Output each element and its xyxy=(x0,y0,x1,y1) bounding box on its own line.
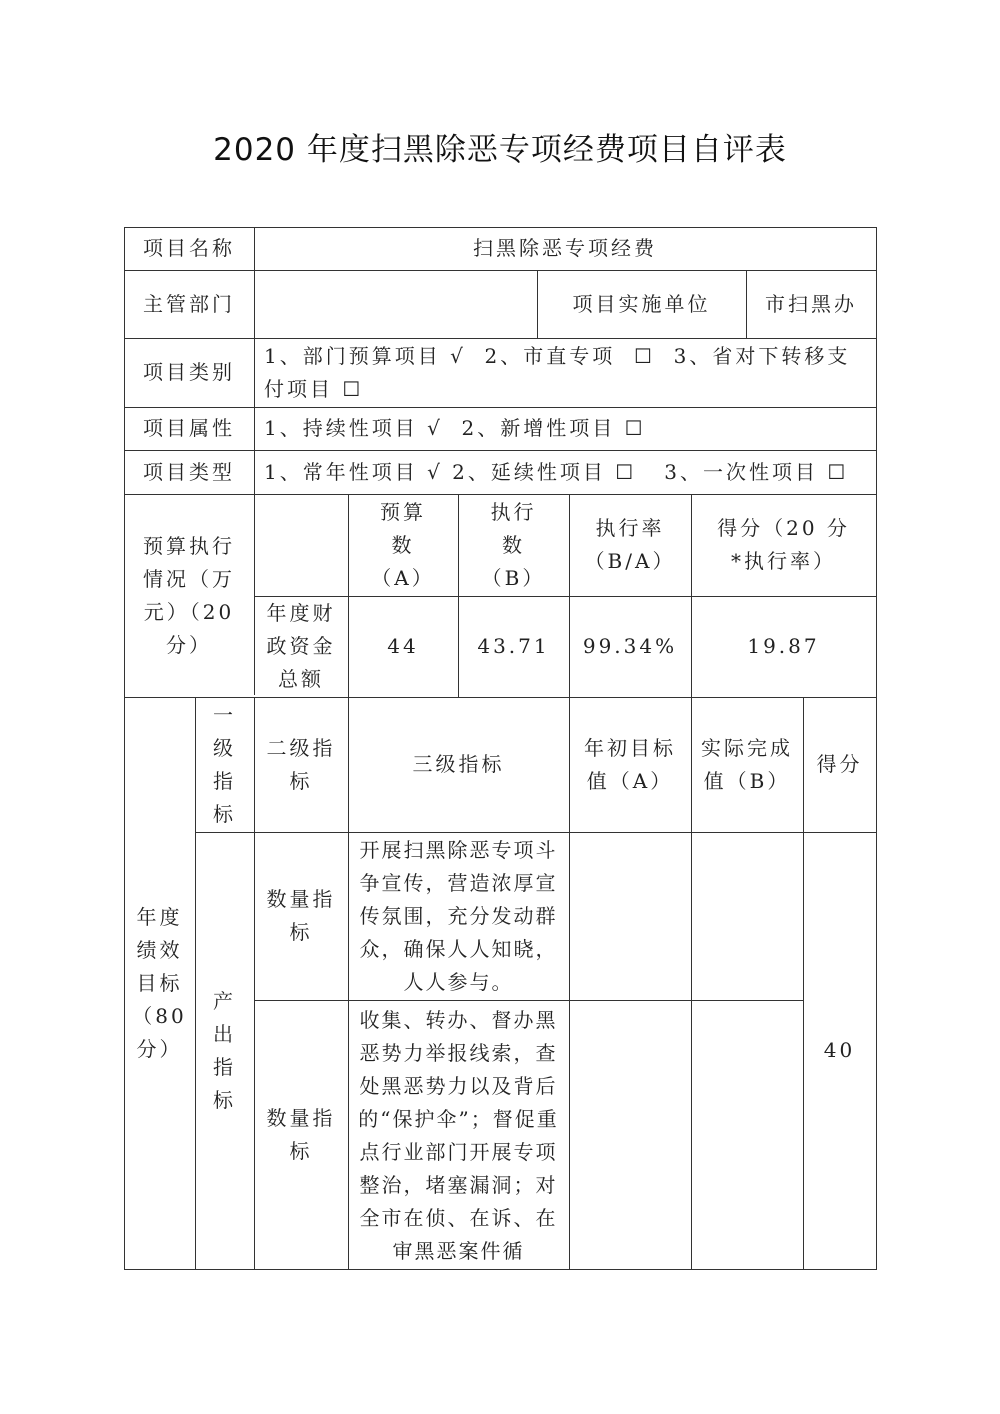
category-label: 项目类别 xyxy=(143,360,235,384)
budget-col-score: 得分（20 分*执行率） xyxy=(717,516,850,573)
type-label: 项目类型 xyxy=(143,459,235,484)
budget-section-label: 预算执行情况（万元）（20 分） xyxy=(143,533,235,657)
budget-col-rate: 执行率（B/A） xyxy=(584,516,676,573)
category-value: 1、部门预算项目 √ 2、市直专项 ☐ 3、省对下转移支付项目 ☐ xyxy=(264,343,851,401)
budget-value: 44 xyxy=(387,634,419,658)
table-row-1-level2: 数量指标 xyxy=(266,887,336,944)
table-row-2-actual xyxy=(691,1000,803,1269)
attribute-label: 项目属性 xyxy=(143,416,235,440)
table-row-1-target xyxy=(569,832,691,1000)
perf-col-level3: 三级指标 xyxy=(412,752,505,776)
performance-section-label: 年度绩效目标（80 分） xyxy=(132,904,187,1061)
rate-value: 99.34% xyxy=(582,634,678,658)
budget-row-label: 年度财政资金总额 xyxy=(266,601,336,691)
perf-col-actual: 实际完成值（B） xyxy=(701,735,793,793)
project-name-label: 项目名称 xyxy=(143,236,235,260)
dept-value xyxy=(254,270,537,338)
table-row-1-actual xyxy=(691,832,803,1000)
type-value: 1、常年性项目 √ 2、延续性项目 ☐ 3、一次性项目 ☐ xyxy=(264,459,849,484)
table-row-1-level3: 开展扫黑除恶专项斗争宣传，营造浓厚宣传氛围，充分发动群众，确保人人知晓，人人参与。 xyxy=(359,837,558,994)
score-value: 19.87 xyxy=(747,634,820,658)
table-row-2-level3: 收集、转办、督办黑恶势力举报线索，查处黑恶势力以及背后的“保护伞”；督促重点行业部门开展专项整治，堵塞漏洞；对全市在侦、在诉、在审黑恶案件循 xyxy=(358,1008,559,1263)
impl-unit-label: 项目实施单位 xyxy=(572,291,711,316)
project-name-value: 扫黑除恶专项经费 xyxy=(473,236,657,260)
page-title: 2020 年度扫黑除恶专项经费项目自评表 xyxy=(213,132,787,168)
perf-col-score: 得分 xyxy=(816,752,863,776)
budget-col-budget: 预算数（A） xyxy=(371,499,435,590)
level1-output-label: 产出指标 xyxy=(213,988,236,1112)
dept-label: 主管部门 xyxy=(143,291,235,316)
exec-value: 43.71 xyxy=(477,634,550,658)
perf-col-level1: 一级指标 xyxy=(213,702,236,826)
attribute-value: 1、持续性项目 √ 2、新增性项目 ☐ xyxy=(264,416,646,440)
table-row-2-target xyxy=(569,1000,691,1269)
budget-col-exec: 执行数（B） xyxy=(481,499,546,590)
perf-col-level2: 二级指标 xyxy=(266,735,336,793)
output-score: 40 xyxy=(823,1038,856,1062)
table-row-2-level2: 数量指标 xyxy=(266,1105,336,1163)
perf-col-target: 年初目标值（A） xyxy=(584,735,676,793)
impl-unit-value: 市扫黑办 xyxy=(765,291,857,316)
